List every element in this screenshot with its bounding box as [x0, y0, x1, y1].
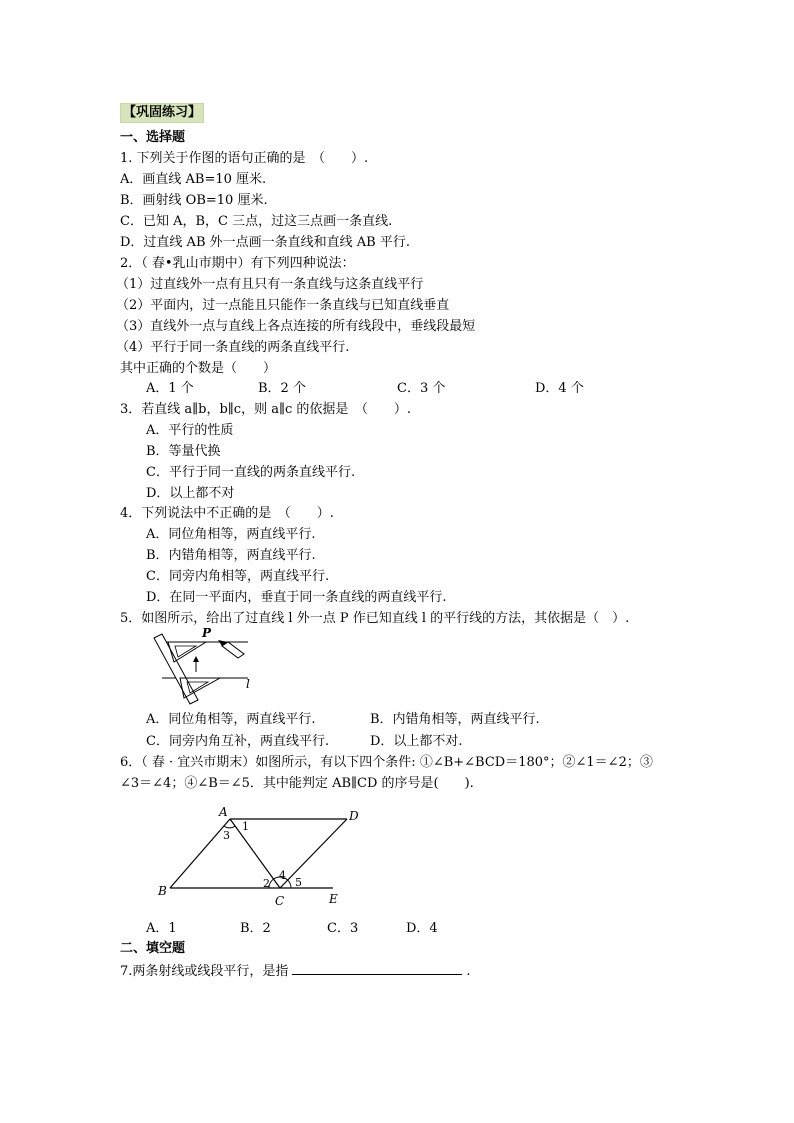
- q5-option-c: C．同旁内角互补，两直线平行.: [146, 734, 330, 749]
- q3-option-a: A．平行的性质: [146, 423, 234, 438]
- q6-segment-ac: [230, 819, 280, 888]
- q3-option-b: B．等量代换: [146, 444, 221, 459]
- q6-angle-3: 3: [223, 829, 230, 842]
- q6-angle-2: 2: [263, 877, 270, 890]
- q4-option-d: D．在同一平面内，垂直于同一条直线的两直线平行.: [146, 590, 447, 605]
- q6-segment-ab: [170, 819, 230, 888]
- q2-option-d: D．4 个: [535, 381, 584, 396]
- q3-option-c: C．平行于同一直线的两条直线平行.: [146, 465, 356, 480]
- q2-statement-3: （3）直线外一点与直线上各点连接的所有线段中，垂线段最短: [116, 319, 476, 334]
- q2-statement-4: （4）平行于同一条直线的两条直线平行.: [116, 340, 350, 355]
- q6-angle-1: 1: [242, 820, 249, 833]
- q3-stem: 3．若直线 a∥b，b∥c，则 a∥c 的依据是 （ ）.: [120, 402, 412, 417]
- q2-option-b: B．2 个: [258, 381, 306, 396]
- q4-option-c: C．同旁内角相等，两直线平行.: [146, 569, 330, 584]
- q6-stem-line-1: 6．（ 春 · 宜兴市期末）如图所示，有以下四个条件: ①∠B+∠BCD＝180°；②∠1＝∠2；③: [120, 755, 653, 770]
- q6-label-e: E: [329, 892, 338, 906]
- q5-stem: 5．如图所示，给出了过直线 l 外一点 P 作已知直线 l 的平行线的方法，其依据是（ ）.: [120, 611, 630, 626]
- q5-figure: [148, 626, 268, 706]
- q5-label-l: l: [246, 677, 250, 691]
- q6-label-d: D: [349, 809, 359, 823]
- q2-stem: 2．（ 春•乳山市期中）有下列四种说法：: [120, 256, 355, 271]
- q3-option-d: D．以上都不对: [146, 486, 235, 501]
- q6-option-c: C．3: [327, 921, 359, 936]
- q1-stem: 1. 下列关于作图的语句正确的是 （ ）.: [120, 151, 369, 166]
- q1-option-b: B．画射线 OB=10 厘米.: [120, 193, 268, 208]
- q6-label-b: B: [158, 884, 167, 898]
- q6-option-a: A．1: [146, 921, 177, 936]
- q7-prefix: 7.两条射线或线段平行，是指: [120, 964, 289, 979]
- q6-option-b: B．2: [240, 921, 271, 936]
- q5-pencil: [222, 642, 244, 658]
- q7-line: [120, 962, 471, 980]
- q6-label-c: C: [275, 894, 285, 908]
- q6-option-d: D．4: [406, 921, 438, 936]
- q2-option-a: A．1 个: [146, 381, 194, 396]
- q2-option-c: C．3 个: [397, 381, 446, 396]
- q5-option-a: A．同位角相等，两直线平行.: [146, 712, 316, 727]
- q4-option-b: B．内错角相等，两直线平行.: [146, 548, 316, 563]
- q4-option-a: A．同位角相等，两直线平行.: [146, 527, 316, 542]
- q7-suffix: .: [466, 964, 471, 979]
- q4-stem: 4．下列说法中不正确的是 （ ）.: [120, 506, 334, 521]
- q6-figure: [155, 805, 385, 910]
- q1-option-d: D．过直线 AB 外一点画一条直线和直线 AB 平行.: [120, 235, 410, 250]
- q2-statement-2: （2）平面内，过一点能且只能作一条直线与已知直线垂直: [116, 298, 450, 313]
- q6-segment-cd: [280, 819, 347, 888]
- q7-answer-blank: [292, 962, 462, 975]
- q6-stem-line-2: ∠3＝∠4；④∠B＝∠5．其中能判定 AB∥CD 的序号是( ).: [120, 776, 474, 791]
- section-header: 【巩固练习】: [120, 103, 204, 123]
- q1-option-a: A．画直线 AB=10 厘米.: [120, 172, 267, 187]
- q5-option-b: B．内错角相等，两直线平行.: [370, 712, 540, 727]
- part1-title: 一、选择题: [120, 130, 186, 145]
- q2-question: 其中正确的个数是（ ）: [120, 361, 277, 376]
- q1-option-c: C．已知 A，B，C 三点，过这三点画一条直线.: [120, 214, 393, 229]
- q6-angle-5: 5: [295, 876, 302, 889]
- q6-angle-4: 4: [279, 869, 286, 882]
- part2-title: 二、填空题: [120, 941, 186, 956]
- q5-label-p: P: [202, 626, 212, 640]
- q2-statement-1: （1）过直线外一点有且只有一条直线与这条直线平行: [116, 277, 424, 292]
- q6-label-a: A: [219, 805, 228, 819]
- q5-option-d: D．以上都不对.: [370, 734, 463, 749]
